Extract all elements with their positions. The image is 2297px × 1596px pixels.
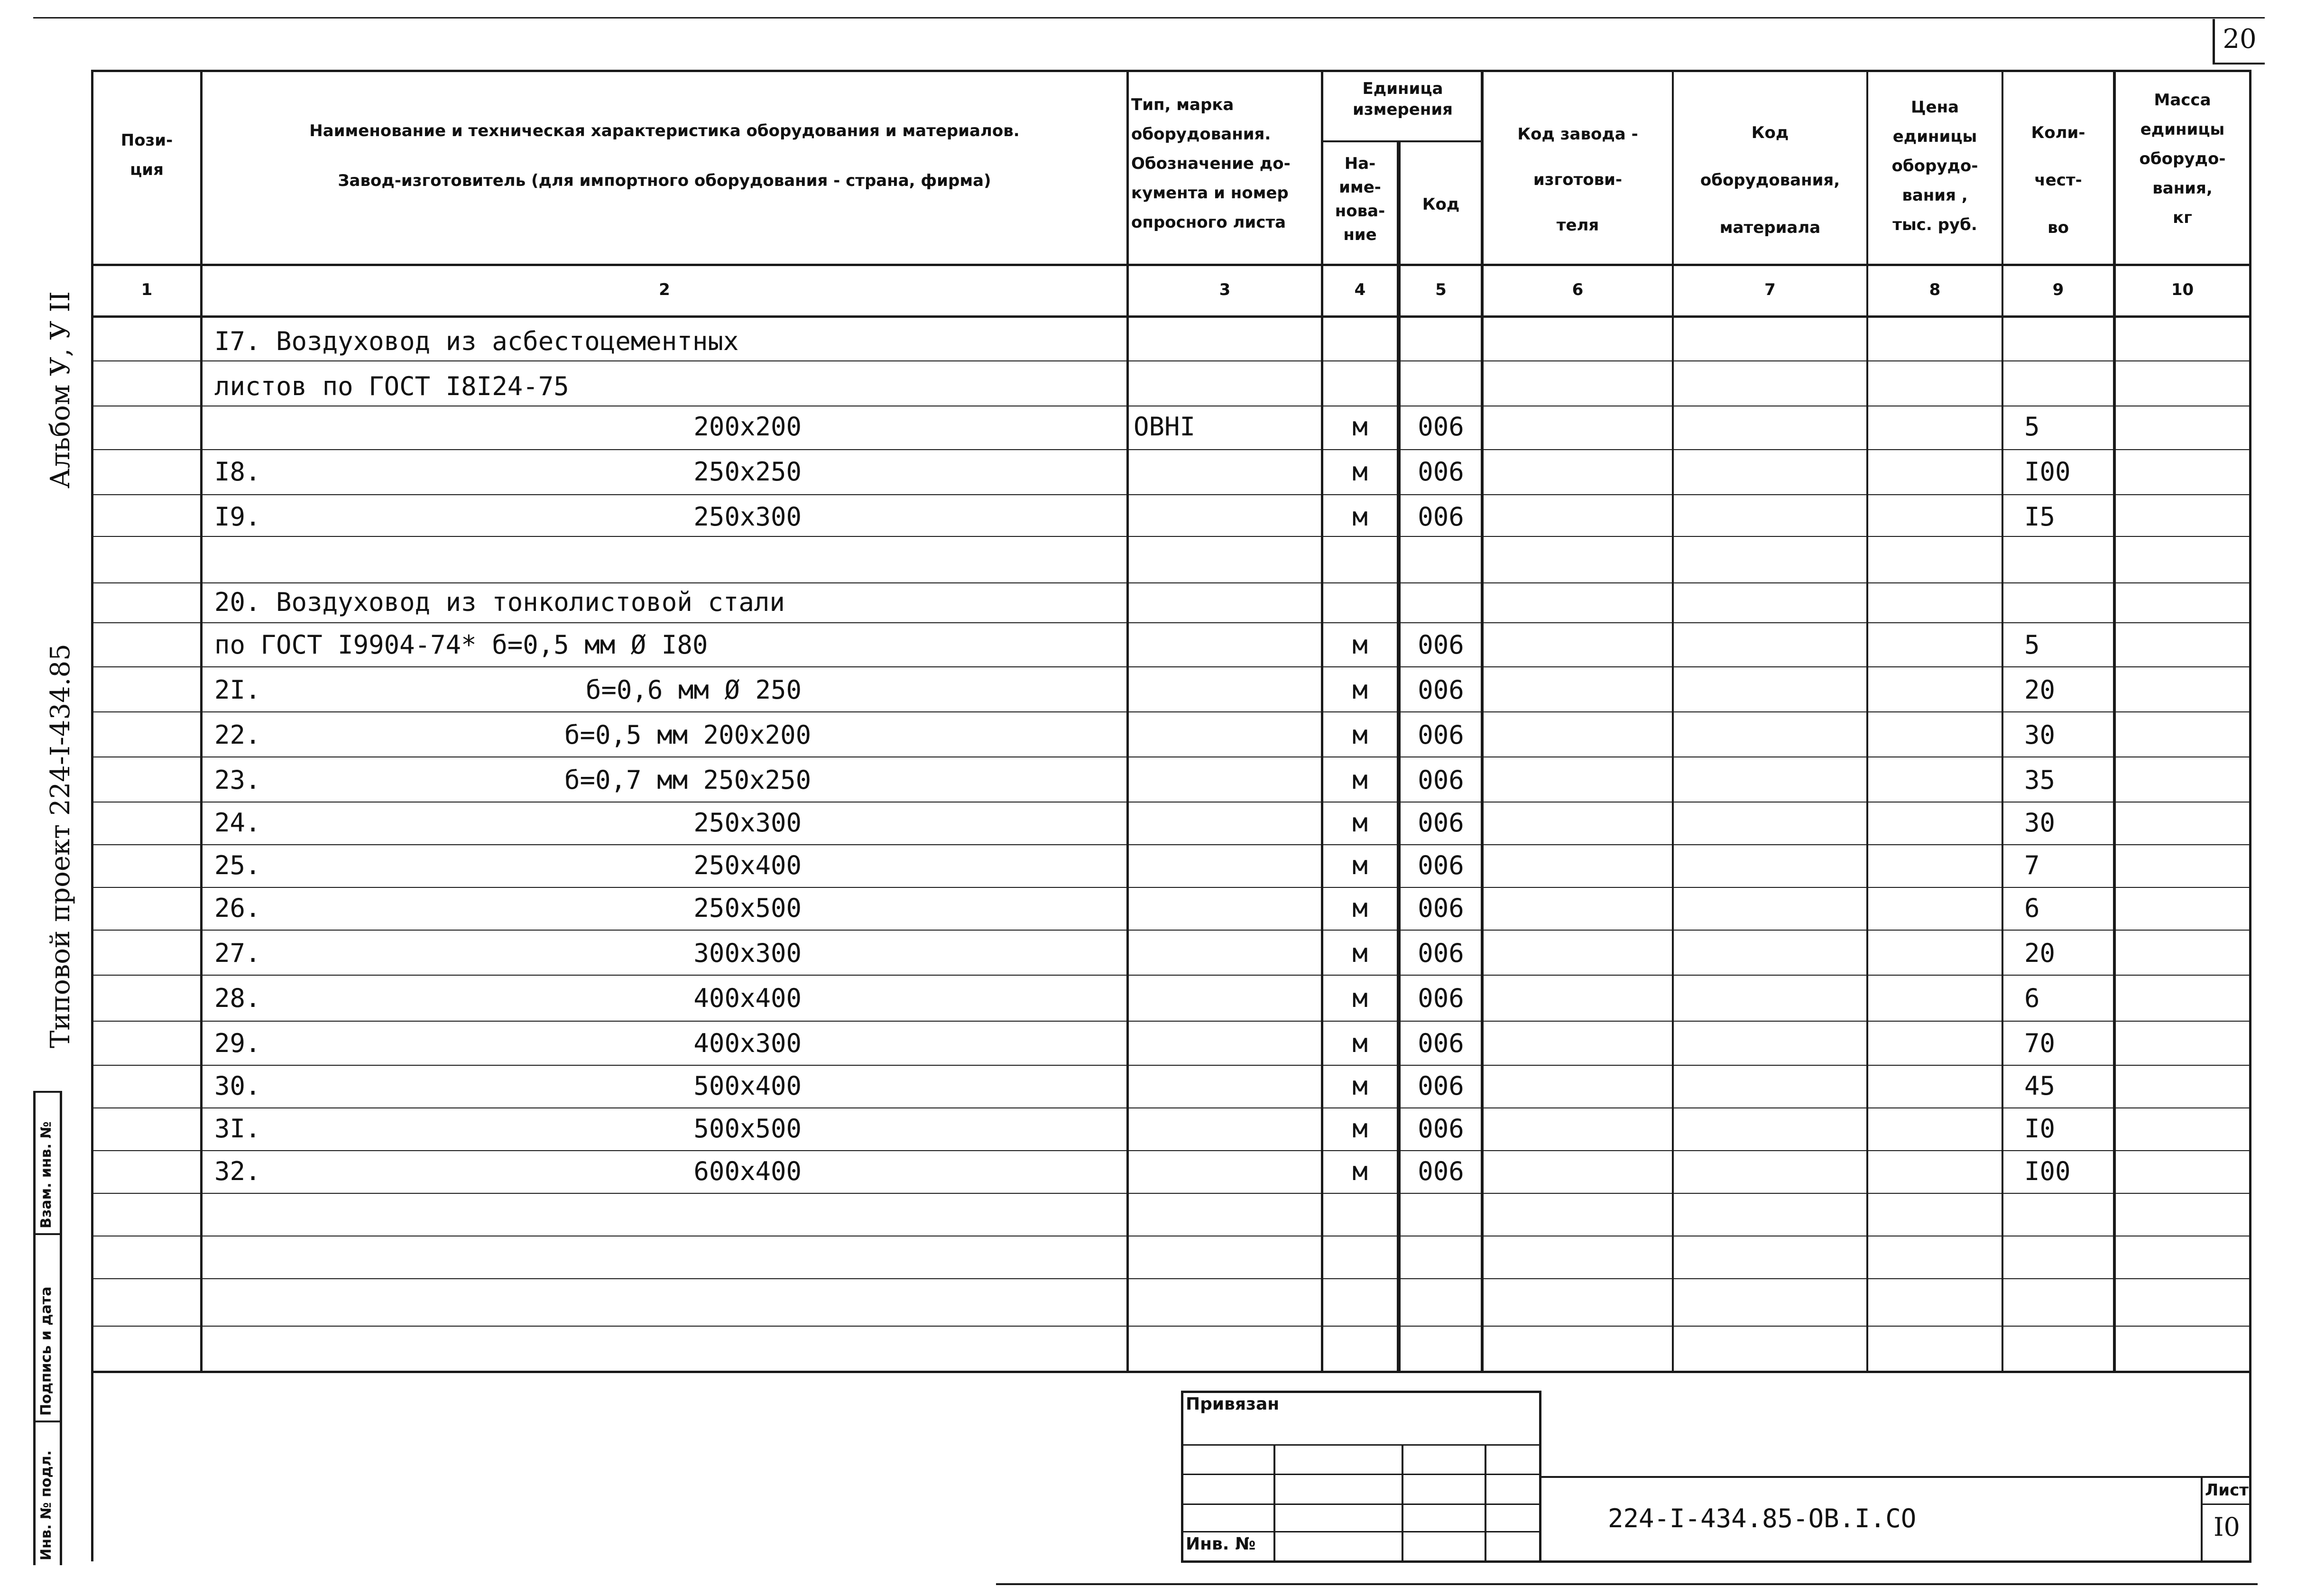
header-name-line2: Завод-изготовитель (для импортного оборудования - страна, фирма) bbox=[338, 171, 991, 190]
row-code: 006 bbox=[1418, 983, 1464, 1013]
row-code: 006 bbox=[1418, 720, 1464, 750]
row-code: 006 bbox=[1418, 808, 1464, 838]
row-size: 250x500 bbox=[693, 893, 802, 923]
row-quantity: 30 bbox=[2024, 808, 2056, 838]
header-equip-code: Код оборудования, материала bbox=[1700, 123, 1840, 237]
header-maker-code: Код завода - изготови- теля bbox=[1517, 125, 1638, 235]
row-quantity: 20 bbox=[2024, 675, 2056, 705]
column-number: 4 bbox=[1354, 280, 1366, 299]
row-item: 23. bbox=[214, 765, 261, 795]
row-quantity: I00 bbox=[2024, 1156, 2071, 1186]
document-designation: 224-I-434.85-ОВ.I.СО bbox=[1608, 1504, 1917, 1533]
row-item: листов по ГОСТ I8I24-75 bbox=[214, 371, 569, 401]
row-size: б=0,5 мм 200x200 bbox=[564, 720, 812, 750]
header-unit-code: Код bbox=[1422, 195, 1460, 214]
row-code: 006 bbox=[1418, 675, 1464, 705]
column-number: 5 bbox=[1435, 280, 1447, 299]
row-size: 400x300 bbox=[693, 1028, 802, 1058]
row-size: 250x250 bbox=[693, 457, 802, 487]
row-unit: м bbox=[1352, 502, 1368, 532]
header-price: Цена единицы оборудо- вания , тыс. руб. bbox=[1891, 98, 1978, 234]
row-unit: м bbox=[1352, 938, 1368, 968]
row-type: ОВНI bbox=[1134, 412, 1196, 442]
row-quantity: 6 bbox=[2024, 893, 2040, 923]
header-quantity: Коли- чест- во bbox=[2031, 123, 2085, 237]
row-code: 006 bbox=[1418, 1071, 1464, 1101]
side-label-album: Альбом У, У II bbox=[45, 291, 76, 489]
row-quantity: I0 bbox=[2024, 1114, 2056, 1144]
stamp-inv-no: Инв. № bbox=[1186, 1534, 1256, 1554]
row-unit: м bbox=[1352, 412, 1368, 442]
row-unit: м bbox=[1352, 1156, 1368, 1186]
row-quantity: 30 bbox=[2024, 720, 2056, 750]
row-code: 006 bbox=[1418, 1114, 1464, 1144]
row-code: 006 bbox=[1418, 765, 1464, 795]
row-item: 3I. bbox=[214, 1114, 261, 1144]
side-label-vzam-inv: Взам. инв. № bbox=[38, 1121, 55, 1228]
row-code: 006 bbox=[1418, 502, 1464, 532]
page-number: 20 bbox=[2223, 24, 2257, 55]
header-type: Тип, марка оборудования. Обозначение до- кумента и номер опросного листа bbox=[1131, 95, 1291, 232]
header-unit-group: Единица измерения bbox=[1353, 79, 1453, 119]
column-number: 3 bbox=[1219, 280, 1231, 299]
side-label-inv-podl: Инв. № подл. bbox=[38, 1450, 55, 1560]
column-number: 10 bbox=[2171, 280, 2194, 299]
row-unit: м bbox=[1352, 1028, 1368, 1058]
row-unit: м bbox=[1352, 850, 1368, 880]
row-code: 006 bbox=[1418, 412, 1464, 442]
row-item: 27. bbox=[214, 938, 261, 968]
row-quantity: 6 bbox=[2024, 983, 2040, 1013]
row-quantity: 7 bbox=[2024, 850, 2040, 880]
row-item: 24. bbox=[214, 808, 261, 838]
row-code: 006 bbox=[1418, 1156, 1464, 1186]
row-code: 006 bbox=[1418, 893, 1464, 923]
row-item: 22. bbox=[214, 720, 261, 750]
row-size: 400x400 bbox=[693, 983, 802, 1013]
row-item: 30. bbox=[214, 1071, 261, 1101]
row-code: 006 bbox=[1418, 457, 1464, 487]
row-size: 500x500 bbox=[693, 1114, 802, 1144]
row-unit: м bbox=[1352, 808, 1368, 838]
header-unit-name: На- име- нова- ние bbox=[1335, 154, 1385, 244]
row-quantity: I5 bbox=[2024, 502, 2056, 532]
row-code: 006 bbox=[1418, 850, 1464, 880]
row-size: 250x300 bbox=[693, 808, 802, 838]
row-unit: м bbox=[1352, 1114, 1368, 1144]
row-quantity: 45 bbox=[2024, 1071, 2056, 1101]
row-unit: м bbox=[1352, 983, 1368, 1013]
row-size: 500x400 bbox=[693, 1071, 802, 1101]
row-size: 250x400 bbox=[693, 850, 802, 880]
side-label-signature-date: Подпись и дата bbox=[38, 1286, 55, 1416]
row-unit: м bbox=[1352, 457, 1368, 487]
row-item: по ГОСТ I9904-74* б=0,5 мм Ø I80 bbox=[214, 630, 708, 660]
row-code: 006 bbox=[1418, 1028, 1464, 1058]
row-item: 29. bbox=[214, 1028, 261, 1058]
sheet-label: Лист bbox=[2205, 1481, 2249, 1500]
column-number: 6 bbox=[1572, 280, 1584, 299]
column-number: 8 bbox=[1929, 280, 1941, 299]
row-item: 28. bbox=[214, 983, 261, 1013]
column-number: 7 bbox=[1764, 280, 1776, 299]
row-item: 2I. bbox=[214, 675, 261, 705]
row-size: 200x200 bbox=[693, 412, 802, 442]
row-item: 26. bbox=[214, 893, 261, 923]
row-item: 20. Воздуховод из тонколистовой стали bbox=[214, 587, 785, 617]
sheet-number: I0 bbox=[2214, 1512, 2240, 1542]
row-unit: м bbox=[1352, 675, 1368, 705]
row-unit: м bbox=[1352, 765, 1368, 795]
row-item: I8. bbox=[214, 457, 261, 487]
row-quantity: 5 bbox=[2024, 630, 2040, 660]
header-name-line1: Наименование и техническая характеристика оборудования и материалов. bbox=[309, 121, 1020, 140]
row-size: б=0,6 мм Ø 250 bbox=[585, 675, 802, 705]
row-size: 250x300 bbox=[693, 502, 802, 532]
row-quantity: 35 bbox=[2024, 765, 2056, 795]
row-unit: м bbox=[1352, 893, 1368, 923]
row-quantity: 20 bbox=[2024, 938, 2056, 968]
column-number: 2 bbox=[659, 280, 670, 299]
row-unit: м bbox=[1352, 720, 1368, 750]
row-item: I9. bbox=[214, 502, 261, 532]
side-label-typical-project: Типовой проект bbox=[45, 824, 76, 1048]
row-item: I7. Воздуховод из асбестоцементных bbox=[214, 326, 739, 356]
row-quantity: 5 bbox=[2024, 412, 2040, 442]
row-unit: м bbox=[1352, 1071, 1368, 1101]
row-item: 25. bbox=[214, 850, 261, 880]
row-code: 006 bbox=[1418, 630, 1464, 660]
row-size: б=0,7 мм 250x250 bbox=[564, 765, 812, 795]
row-quantity: I00 bbox=[2024, 457, 2071, 487]
row-item: 32. bbox=[214, 1156, 261, 1186]
row-unit: м bbox=[1352, 630, 1368, 660]
stamp-privyazan: Привязан bbox=[1186, 1394, 1280, 1414]
row-size: 600x400 bbox=[693, 1156, 802, 1186]
column-number: 9 bbox=[2052, 280, 2064, 299]
header-mass: Масса единицы оборудо- вания, кг bbox=[2139, 91, 2226, 227]
side-label-project-code: 224-I-434.85 bbox=[45, 644, 76, 816]
column-number: 1 bbox=[141, 280, 153, 299]
row-quantity: 70 bbox=[2024, 1028, 2056, 1058]
header-position: Пози- ция bbox=[120, 131, 173, 179]
row-code: 006 bbox=[1418, 938, 1464, 968]
row-size: 300x300 bbox=[693, 938, 802, 968]
